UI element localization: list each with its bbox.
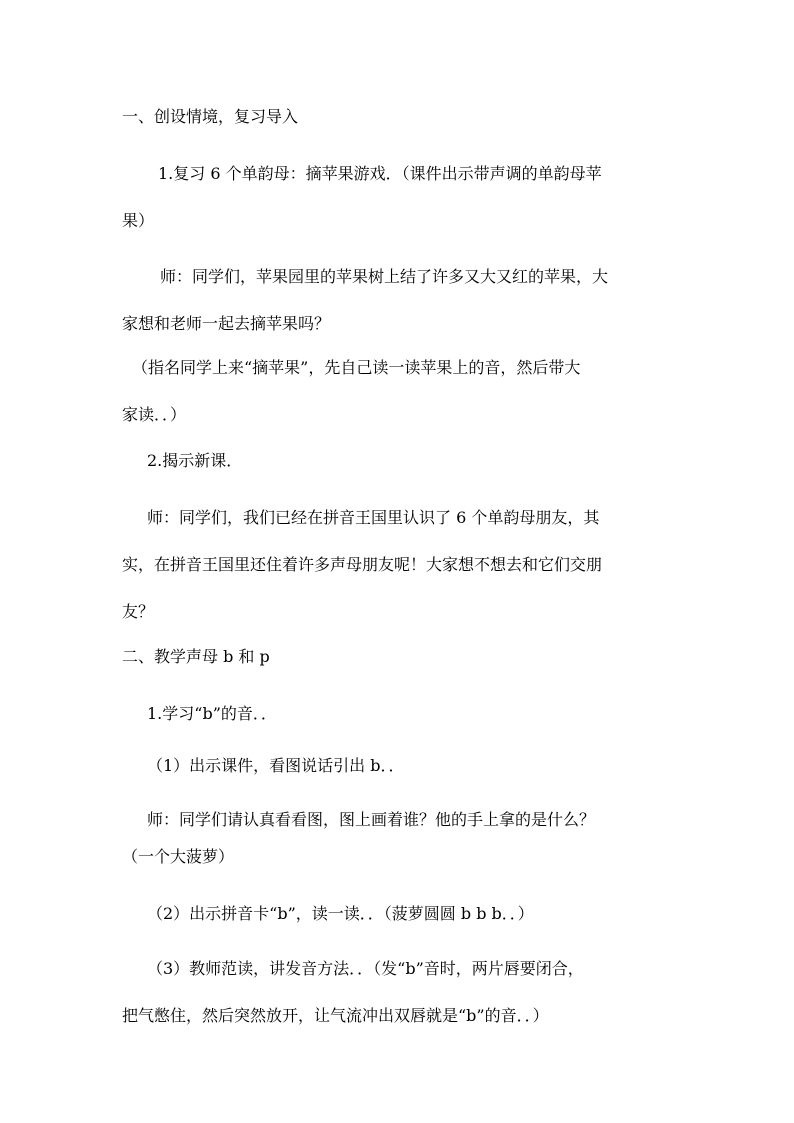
text-line: 二、教学声母 b 和 p	[122, 647, 270, 666]
text-line: 师：同学们，我们已经在拼音王国里认识了 6 个单韵母朋友，其	[147, 508, 600, 527]
paragraph-teacher-demo	[122, 945, 682, 1039]
paragraph-learn-b	[122, 690, 682, 737]
text-line: 1.学习“b”的音．．	[147, 704, 277, 723]
text-line: （3）教师范读，讲发音方法．．（发“b”音时，两片唇要闭合，	[147, 959, 584, 978]
text-line: 师：同学们请认真看看图，图上画着谁？他的手上拿的是什么？	[147, 810, 596, 829]
paragraph-teacher-picture	[122, 796, 682, 880]
paragraph-teacher-apple	[122, 253, 682, 347]
text-line: （一个大菠萝）	[122, 847, 235, 866]
text-line: 把气憋住，然后突然放开，让气流冲出双唇就是“b”的音．．）	[122, 1006, 549, 1025]
text-line: 2.揭示新课．	[147, 451, 243, 470]
text-line: 家想和老师一起去摘苹果吗？	[122, 314, 331, 333]
text-line: 一、创设情境，复习导入	[122, 107, 299, 126]
text-line: 师：同学们，苹果园里的苹果树上结了许多又大又红的苹果，大	[160, 267, 609, 286]
section-heading-2	[122, 633, 682, 680]
text-line: （2）出示拼音卡“b”，读一读．．（菠萝圆圆 b b b．．）	[147, 904, 534, 923]
text-line: 果）	[122, 211, 155, 230]
text-line: 友？	[122, 602, 155, 621]
text-line: （1）出示课件，看图说话引出 b．．	[147, 756, 405, 775]
paragraph-teacher-pinyin	[122, 494, 682, 635]
paragraph-show-courseware	[122, 742, 682, 789]
text-line: 1.复习 6 个单韵母：摘苹果游戏．（课件出示带声调的单韵母苹	[158, 164, 602, 183]
paragraph-pick-apple	[122, 344, 682, 438]
text-line: 实，在拼音王国里还住着许多声母朋友呢！大家想不想去和它们交朋	[122, 555, 603, 574]
section-heading-1	[122, 93, 682, 140]
paragraph-review-vowels	[122, 150, 682, 244]
paragraph-new-lesson	[122, 437, 682, 484]
paragraph-pinyin-card	[122, 890, 682, 937]
text-line: 家读．．）	[122, 405, 187, 424]
text-line: （指名同学上来“摘苹果”，先自己读一读苹果上的音，然后带大	[132, 358, 581, 377]
